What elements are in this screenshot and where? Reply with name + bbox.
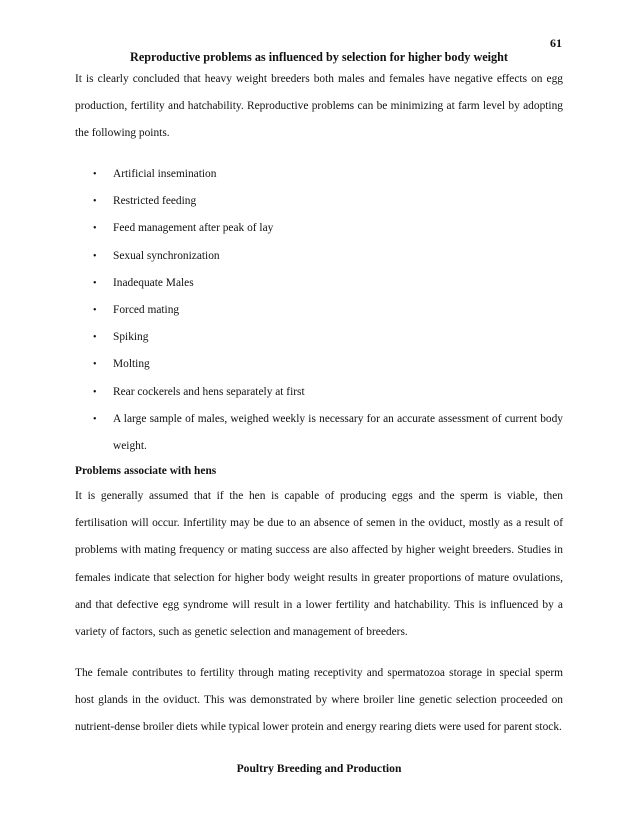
list-item — [75, 243, 563, 270]
list-item-text: Feed management after peak of lay — [113, 222, 274, 235]
section-heading: Problems associate with hens — [75, 465, 217, 477]
list-item-text: Molting — [113, 358, 150, 371]
intro-paragraph: It is clearly concluded that heavy weight breeders both males and females have negative effects on egg production, fertility and hatchability. Reproductive problems can be minimizing at farm level by adopting the following points. — [75, 73, 563, 140]
list-item — [75, 161, 563, 188]
bullet-icon: • — [93, 386, 97, 398]
bullet-icon: • — [93, 223, 97, 235]
list-item — [75, 379, 563, 406]
bullet-icon: • — [93, 169, 97, 180]
page-number: 61 — [550, 36, 562, 50]
bullet-icon: • — [93, 413, 97, 425]
list-item-text: Rear cockerels and hens separately at first — [113, 385, 305, 398]
list-item — [75, 406, 563, 460]
list-item — [75, 351, 563, 378]
list-item — [75, 324, 563, 351]
hens-paragraph: It is generally assumed that if the hen is capable of producing eggs and the sperm is viable, then fertilisation will occur. Infertility may be due to an absence of semen in the oviduct, mostly as a result of problems with mating frequency or mating success are also affected by higher weight breeders. Studies in females indicate that selection for higher body weight results in greater proportions of mature ovulations, and that defective egg syndrome will result in a lower fertility and hatchability. This is influenced by a variety of factors, such as genetic selection and management of breeders. — [75, 490, 563, 639]
list-item — [75, 188, 563, 215]
bullet-icon: • — [93, 250, 97, 262]
bullet-icon: • — [93, 305, 97, 317]
bullet-icon: • — [93, 332, 97, 344]
list-item-text: A large sample of males, weighed weekly is necessary for an accurate assessment of current body weight. — [113, 412, 563, 453]
bullet-icon: • — [93, 359, 97, 371]
list-item — [75, 297, 563, 324]
female-paragraph: The female contributes to fertility through mating receptivity and spermatozoa storage in special sperm host glands in the oviduct. This was demonstrated by where broiler line genetic selection proceeded on nutrient-dense broiler diets while typical lower protein and energy rearing diets were used for parent stock. — [75, 667, 563, 734]
list-item-text: Artificial insemination — [113, 168, 217, 180]
bullet-icon: • — [93, 196, 97, 208]
list-item-text: Sexual synchronization — [113, 249, 220, 262]
list-item-text: Spiking — [113, 331, 149, 344]
page-footer: Poultry Breeding and Production — [236, 762, 402, 775]
list-item-text: Restricted feeding — [113, 195, 197, 208]
list-item — [75, 270, 563, 297]
recommendation-list — [75, 161, 563, 460]
list-item — [75, 215, 563, 242]
list-item-text: Forced mating — [113, 304, 180, 317]
bullet-icon: • — [93, 277, 97, 289]
page-title: Reproductive problems as influenced by selection for higher body weight — [130, 50, 508, 64]
list-item-text: Inadequate Males — [113, 276, 194, 289]
